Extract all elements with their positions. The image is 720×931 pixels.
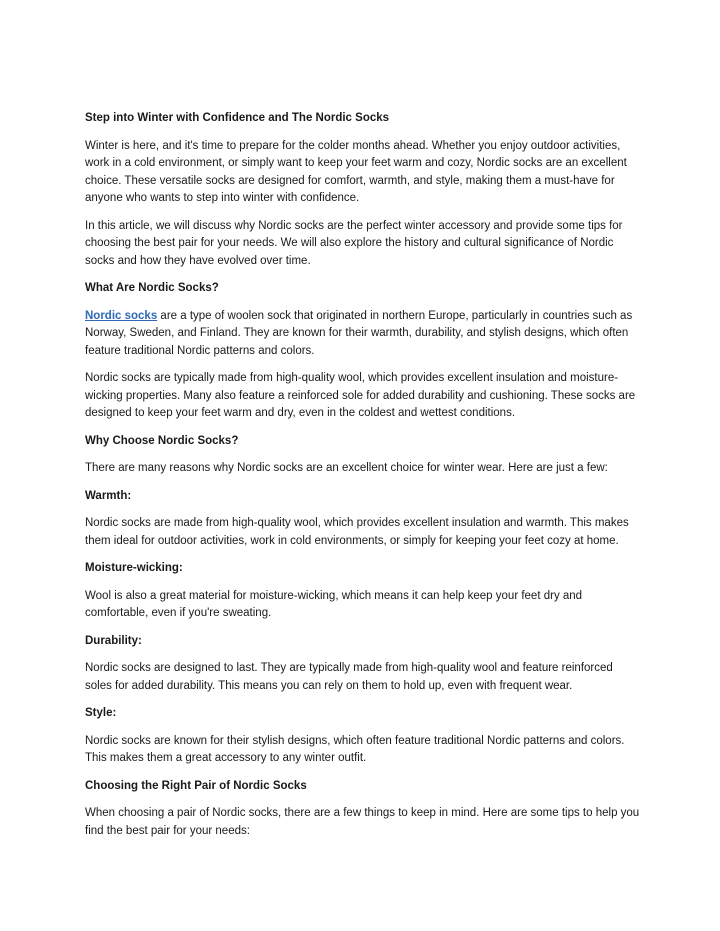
durability-paragraph: Nordic socks are designed to last. They are typically made from high-quality wool and feature reinforced soles for added durability. This means you can rely on them to hold up, even with frequent wear.: [85, 662, 613, 692]
subheading-durability: Durability:: [85, 634, 142, 647]
intro-paragraph-1: Winter is here, and it's time to prepare for the colder months ahead. Whether you enjoy outdoor activities, work in a cold environment, or simply want to keep your feet warm and cozy, Nordic socks are an excellent choice. These versatile socks are designed for comfort, warmth, and style, making them a must-have for anyone who wants to step into winter with confidence.: [85, 139, 627, 204]
why-paragraph: There are many reasons why Nordic socks are an excellent choice for winter wear. Here are just a few:: [85, 462, 608, 474]
warmth-paragraph: Nordic socks are made from high-quality wool, which provides excellent insulation and warmth. This makes them ideal for outdoor activities, work in cold environments, or simply for keeping your feet cozy at home.: [85, 517, 629, 547]
subheading-warmth: Warmth:: [85, 489, 132, 502]
section-heading-what: What Are Nordic Socks?: [85, 282, 219, 294]
moisture-paragraph: Wool is also a great material for moisture-wicking, which means it can help keep your feet dry and comfortable, even if you're sweating.: [85, 589, 583, 619]
style-paragraph: Nordic socks are known for their stylish designs, which often feature traditional Nordic patterns and colors. This makes them a great accessory to any winter outfit.: [85, 734, 625, 764]
section-heading-why: Why Choose Nordic Socks?: [85, 434, 239, 447]
what-paragraph-2: Nordic socks are typically made from high-quality wool, which provides excellent insulation and moisture-wicking properties. Many also feature a reinforced sole for added durability and cushioning. These socks are designed to keep your feet warm and dry, even in the coldest and wettest conditions.: [85, 372, 636, 419]
subheading-style: Style:: [85, 707, 117, 719]
section-heading-choosing: Choosing the Right Pair of Nordic Socks: [85, 779, 307, 792]
what-paragraph-1-text: are a type of woolen sock that originated in northern Europe, particularly in countries such as Norway, Sweden, and Finland. They are known for their warmth, durability, and stylish designs, which often feature traditional Nordic patterns and colors.: [85, 309, 633, 357]
article-title: Step into Winter with Confidence and The Nordic Socks: [85, 112, 390, 124]
what-paragraph-1: [85, 308, 640, 361]
intro-paragraph-2: In this article, we will discuss why Nordic socks are the perfect winter accessory and provide some tips for choosing the best pair for your needs. We will also explore the history and cultural significance of Nordic socks and how they have evolved over time.: [85, 219, 623, 267]
choosing-paragraph: When choosing a pair of Nordic socks, there are a few things to keep in mind. Here are some tips to help you find the best pair for your needs:: [85, 807, 640, 837]
document-page: [85, 110, 640, 850]
nordic-socks-link[interactable]: Nordic socks: [85, 309, 158, 322]
subheading-moisture-wicking: Moisture-wicking:: [85, 562, 183, 574]
